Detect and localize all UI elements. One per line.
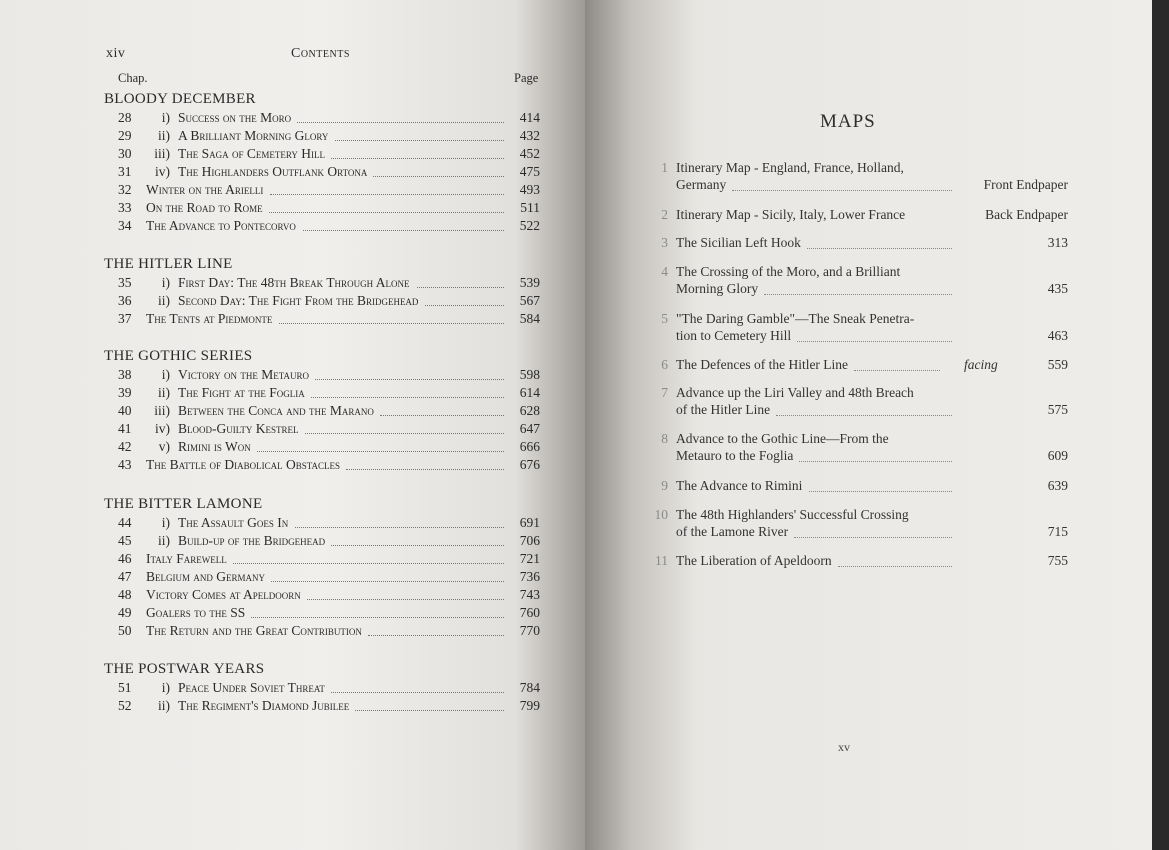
map-page: 755 xyxy=(1047,553,1068,568)
chapter-number: 34 xyxy=(118,218,132,233)
page-number: 539 xyxy=(519,275,540,290)
page-number: 414 xyxy=(519,110,540,125)
page-number: 598 xyxy=(519,367,540,382)
map-page: Front Endpaper xyxy=(983,177,1068,192)
subpart-numeral: i) xyxy=(161,367,170,382)
map-title-line: tion to Cemetery Hill xyxy=(676,328,792,343)
subpart-numeral: v) xyxy=(158,439,170,454)
dot-leader xyxy=(807,247,952,249)
map-title-line: Advance up the Liri Valley and 48th Breach xyxy=(676,385,914,400)
book-edge xyxy=(1152,0,1169,850)
dot-leader xyxy=(794,536,952,538)
toc-row xyxy=(104,697,540,715)
page-number: 614 xyxy=(519,385,540,400)
map-entry xyxy=(640,507,1070,541)
page-number: 760 xyxy=(519,605,540,620)
page-number: 628 xyxy=(519,403,540,418)
map-page: Back Endpaper xyxy=(985,207,1068,222)
map-title-line: The Liberation of Apeldoorn xyxy=(676,553,832,568)
running-header: Contents xyxy=(291,46,350,61)
chap-column-label: Chap. xyxy=(118,71,148,85)
chapter-number: 51 xyxy=(118,680,132,695)
chapter-title: Blood-Guilty Kestrel xyxy=(178,421,299,436)
page-number: 721 xyxy=(519,551,540,566)
page-number: 567 xyxy=(519,293,540,308)
map-title-line: Metauro to the Foglia xyxy=(676,448,794,463)
map-number: 10 xyxy=(654,507,668,522)
chapter-number: 47 xyxy=(118,569,132,584)
dot-leader xyxy=(425,287,504,306)
chapter-number: 38 xyxy=(118,367,132,382)
map-page: 313 xyxy=(1047,235,1068,250)
chapter-title: Success on the Moro xyxy=(178,110,292,125)
dot-leader xyxy=(315,361,504,380)
page-number: 691 xyxy=(519,515,540,530)
dot-leader xyxy=(271,563,504,582)
chapter-number: 30 xyxy=(118,146,132,161)
map-entry xyxy=(640,357,1070,374)
page-number: 475 xyxy=(519,164,540,179)
chapter-number: 49 xyxy=(118,605,132,620)
chapter-title: The Assault Goes In xyxy=(178,515,289,530)
map-page: 609 xyxy=(1047,448,1068,463)
map-number: 9 xyxy=(661,478,668,493)
page-number: 666 xyxy=(519,439,540,454)
dot-leader xyxy=(335,122,504,141)
map-title-line: "The Daring Gamble"—The Sneak Penetra- xyxy=(676,311,915,326)
chapter-number: 52 xyxy=(118,698,132,713)
page-number: 511 xyxy=(520,200,540,215)
dot-leader xyxy=(295,509,504,528)
chapter-number: 31 xyxy=(118,164,132,179)
dot-leader xyxy=(331,140,504,159)
subpart-numeral: ii) xyxy=(158,533,170,548)
dot-leader xyxy=(251,599,504,618)
map-title-line: Itinerary Map - Sicily, Italy, Lower France xyxy=(676,207,906,222)
map-page: 575 xyxy=(1047,402,1068,417)
dot-leader xyxy=(355,692,504,711)
chapter-title: On the Road to Rome xyxy=(146,200,263,215)
section-title: THE POSTWAR YEARS xyxy=(104,661,265,677)
dot-leader xyxy=(346,451,504,470)
dot-leader xyxy=(797,340,952,342)
subpart-numeral: ii) xyxy=(158,293,170,308)
chapter-number: 29 xyxy=(118,128,132,143)
chapter-number: 40 xyxy=(118,403,132,418)
page-number: 799 xyxy=(519,698,540,713)
dot-leader xyxy=(373,158,504,177)
map-page: 435 xyxy=(1047,281,1068,296)
page-number: 522 xyxy=(519,218,540,233)
dot-leader xyxy=(380,397,504,416)
map-number: 5 xyxy=(661,311,668,326)
page-number: 584 xyxy=(519,311,540,326)
subpart-numeral: iv) xyxy=(155,421,170,436)
dot-leader xyxy=(233,545,504,564)
map-number: 3 xyxy=(661,235,668,250)
chapter-title: A Brilliant Morning Glory xyxy=(178,128,329,143)
chapter-title: Between the Conca and the Marano xyxy=(178,403,374,418)
dot-leader xyxy=(776,414,952,416)
dot-leader xyxy=(809,490,952,492)
dot-leader xyxy=(838,565,952,567)
page-number: 784 xyxy=(519,680,540,695)
chapter-title: Belgium and Germany xyxy=(146,569,265,584)
chapter-title: Rimini is Won xyxy=(178,439,251,454)
dot-leader xyxy=(854,369,940,371)
chapter-title: Winter on the Arielli xyxy=(146,182,264,197)
page-number: 676 xyxy=(519,457,540,472)
toc-row xyxy=(104,310,540,328)
map-title-line: Morning Glory xyxy=(676,281,759,296)
subpart-numeral: i) xyxy=(161,275,170,290)
chapter-title: The Battle of Diabolical Obstacles xyxy=(146,457,341,472)
map-page: 715 xyxy=(1047,524,1068,539)
section-title: THE GOTHIC SERIES xyxy=(104,348,253,364)
chapter-number: 37 xyxy=(118,311,132,326)
dot-leader xyxy=(269,194,504,213)
chapter-title: The Highlanders Outflank Ortona xyxy=(178,164,368,179)
chapter-title: Victory on the Metauro xyxy=(178,367,309,382)
map-title-line: The 48th Highlanders' Successful Crossing xyxy=(676,507,909,522)
section-title: THE HITLER LINE xyxy=(104,256,233,272)
subpart-numeral: iii) xyxy=(154,403,170,418)
map-title-line: Germany xyxy=(676,177,727,192)
chapter-number: 42 xyxy=(118,439,132,454)
chapter-number: 48 xyxy=(118,587,132,602)
map-page: 559 xyxy=(1047,357,1068,372)
map-entry xyxy=(640,235,1070,252)
dot-leader xyxy=(764,293,952,295)
map-title-line: of the Lamone River xyxy=(676,524,789,539)
dot-leader xyxy=(279,305,504,324)
right-folio: xv xyxy=(838,740,850,754)
dot-leader xyxy=(311,379,504,398)
chapter-title: Second Day: The Fight From the Bridgehead xyxy=(178,293,419,308)
dot-leader xyxy=(257,433,504,452)
dot-leader xyxy=(417,269,504,288)
toc-row xyxy=(104,217,540,235)
left-folio: xiv xyxy=(106,46,126,61)
map-number: 1 xyxy=(661,160,668,175)
dot-leader xyxy=(368,617,504,636)
page-number: 493 xyxy=(519,182,540,197)
dot-leader xyxy=(331,674,504,693)
map-title-line: Advance to the Gothic Line—From the xyxy=(676,431,889,446)
dot-leader xyxy=(732,189,952,191)
chapter-number: 36 xyxy=(118,293,132,308)
subpart-numeral: i) xyxy=(161,515,170,530)
map-number: 4 xyxy=(661,264,668,279)
map-entry xyxy=(640,311,1070,345)
map-entry xyxy=(640,385,1070,419)
chapter-title: The Tents at Piedmonte xyxy=(146,311,273,326)
chapter-title: First Day: The 48th Break Through Alone xyxy=(178,275,410,290)
dot-leader xyxy=(303,212,504,231)
map-title-line: The Sicilian Left Hook xyxy=(676,235,801,250)
chapter-title: Italy Farewell xyxy=(146,551,227,566)
map-entry xyxy=(640,207,1070,224)
chapter-title: The Regiment's Diamond Jubilee xyxy=(178,698,350,713)
map-entry xyxy=(640,478,1070,495)
dot-leader xyxy=(799,460,952,462)
page-number: 706 xyxy=(519,533,540,548)
section-title: THE BITTER LAMONE xyxy=(104,496,263,512)
map-page: 463 xyxy=(1047,328,1068,343)
dot-leader xyxy=(331,527,504,546)
page-number: 770 xyxy=(519,623,540,638)
map-number: 7 xyxy=(661,385,668,400)
chapter-number: 39 xyxy=(118,385,132,400)
page-number: 647 xyxy=(519,421,540,436)
map-page: 639 xyxy=(1047,478,1068,493)
page-number: 736 xyxy=(519,569,540,584)
map-number: 6 xyxy=(661,357,668,372)
toc-row xyxy=(104,456,540,474)
chapter-number: 41 xyxy=(118,421,132,436)
chapter-number: 28 xyxy=(118,110,132,125)
page-column-label: Page xyxy=(514,71,539,85)
chapter-title: The Advance to Pontecorvo xyxy=(146,218,296,233)
map-title-line: The Crossing of the Moro, and a Brilliant xyxy=(676,264,901,279)
map-entry xyxy=(640,160,1070,194)
facing-label: facing xyxy=(964,357,998,372)
chapter-title: Build-up of the Bridgehead xyxy=(178,533,326,548)
map-number: 2 xyxy=(661,207,668,222)
chapter-number: 46 xyxy=(118,551,132,566)
chapter-number: 44 xyxy=(118,515,132,530)
map-entry xyxy=(640,553,1070,570)
subpart-numeral: iii) xyxy=(154,146,170,161)
page-number: 452 xyxy=(519,146,540,161)
map-number: 11 xyxy=(655,553,668,568)
chapter-title: Victory Comes at Apeldoorn xyxy=(146,587,301,602)
map-title-line: Itinerary Map - England, France, Holland, xyxy=(676,160,904,175)
dot-leader xyxy=(270,176,504,195)
map-title-line: of the Hitler Line xyxy=(676,402,771,417)
subpart-numeral: ii) xyxy=(158,128,170,143)
chapter-title: Peace Under Soviet Threat xyxy=(178,680,325,695)
chapter-title: The Return and the Great Contribution xyxy=(146,623,362,638)
chapter-title: The Fight at the Foglia xyxy=(178,385,305,400)
map-entry xyxy=(640,431,1070,465)
subpart-numeral: ii) xyxy=(158,698,170,713)
dot-leader xyxy=(307,581,504,600)
dot-leader xyxy=(297,104,504,123)
subpart-numeral: iv) xyxy=(155,164,170,179)
section-title: BLOODY DECEMBER xyxy=(104,91,256,107)
chapter-title: Goalers to the SS xyxy=(146,605,246,620)
toc-row xyxy=(104,622,540,640)
chapter-number: 43 xyxy=(118,457,132,472)
page-number: 432 xyxy=(519,128,540,143)
map-title-line: The Defences of the Hitler Line xyxy=(676,357,849,372)
maps-title: MAPS xyxy=(820,111,876,132)
chapter-title: The Saga of Cemetery Hill xyxy=(178,146,325,161)
map-number: 8 xyxy=(661,431,668,446)
chapter-number: 50 xyxy=(118,623,132,638)
map-entry xyxy=(640,264,1070,298)
map-title-line: The Advance to Rimini xyxy=(676,478,803,493)
subpart-numeral: i) xyxy=(161,110,170,125)
subpart-numeral: ii) xyxy=(158,385,170,400)
chapter-number: 35 xyxy=(118,275,132,290)
chapter-number: 33 xyxy=(118,200,132,215)
chapter-number: 45 xyxy=(118,533,132,548)
chapter-number: 32 xyxy=(118,182,132,197)
dot-leader xyxy=(305,415,504,434)
page-number: 743 xyxy=(519,587,540,602)
subpart-numeral: i) xyxy=(161,680,170,695)
